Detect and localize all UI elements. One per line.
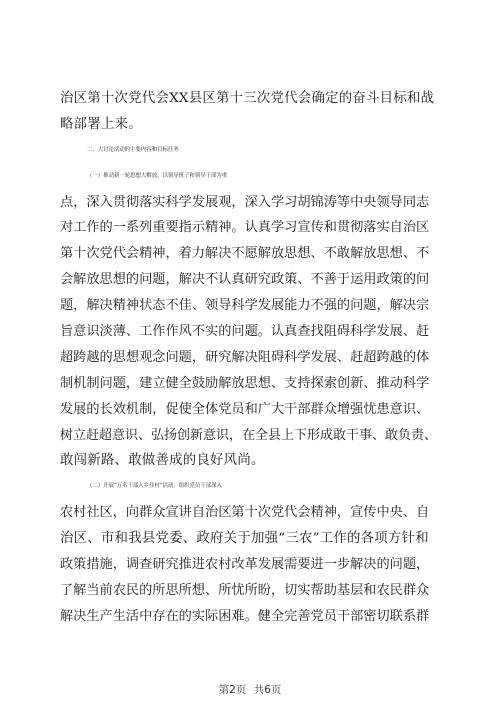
text-line: 超跨越的思想观念问题，研究解决阻碍科学发展、赶超跨越的体 bbox=[60, 349, 430, 365]
text-line: 略部署上来。 bbox=[60, 116, 142, 132]
text-line: 解决生产生活中存在的实际困难。健全完善党员干部密切联系群 bbox=[60, 608, 430, 624]
text-line: 了解当前农民的所思所想、所忧所盼，切实帮助基层和农民群众 bbox=[60, 582, 430, 598]
text-line: 敢闯新路、敢做善成的良好风尚。 bbox=[60, 453, 265, 469]
text-line: 二、大讨论活动的主要内容和目标任务 bbox=[87, 146, 179, 153]
text-line: （二）开展“万名干部入乡住村”活动。组织党员干部深入 bbox=[87, 483, 222, 490]
text-line: 农村社区，向群众宣讲自治区第十次党代会精神，宣传中央、自 bbox=[60, 505, 430, 521]
document-body bbox=[60, 86, 440, 630]
text-line: 会解放思想的问题，解决不认真研究政策、不善于运用政策的问 bbox=[60, 272, 430, 288]
text-line: 第十次党代会精神，着力解决不愿解放思想、不敢解放思想、不 bbox=[60, 246, 430, 262]
text-line: 旨意识淡薄、工作作风不实的问题。认真查找阻碍科学发展、赶 bbox=[60, 324, 430, 340]
text-line: 题，解决精神状态不佳、领导科学发展能力不强的问题，解决宗 bbox=[60, 298, 430, 314]
page-footer bbox=[0, 683, 500, 697]
text-line: 点，深入贯彻落实科学发展观，深入学习胡锦涛等中央领导同志 bbox=[60, 194, 430, 210]
text-line: 发展的长效机制，促使全体党员和广大干部群众增强忧患意识、 bbox=[60, 401, 430, 417]
page-number: 第2页 bbox=[218, 684, 247, 696]
text-line: 对工作的一系列重要指示精神。认真学习宣传和贯彻落实自治区 bbox=[60, 220, 430, 236]
page-total: 共6页 bbox=[253, 684, 282, 696]
text-line: 树立赶超意识、弘扬创新意识，在全县上下形成敢干事、敢负责、 bbox=[60, 427, 438, 443]
text-line: 制机制问题，建立健全鼓励解放思想、支持探索创新、推动科学 bbox=[60, 375, 430, 391]
text-line: 治区第十次党代会XX县区第十三次党代会确定的奋斗目标和战 bbox=[60, 91, 435, 106]
text-line: （一）推动新一轮思想大解放。以领导班子和领导干部为重 bbox=[87, 172, 228, 179]
text-line: 治区、市和我县党委、政府关于加强“三农”工作的各项方针和 bbox=[60, 531, 429, 547]
text-line: 政策措施，调查研究推进农村改革发展需要进一步解决的问题， bbox=[60, 557, 430, 573]
